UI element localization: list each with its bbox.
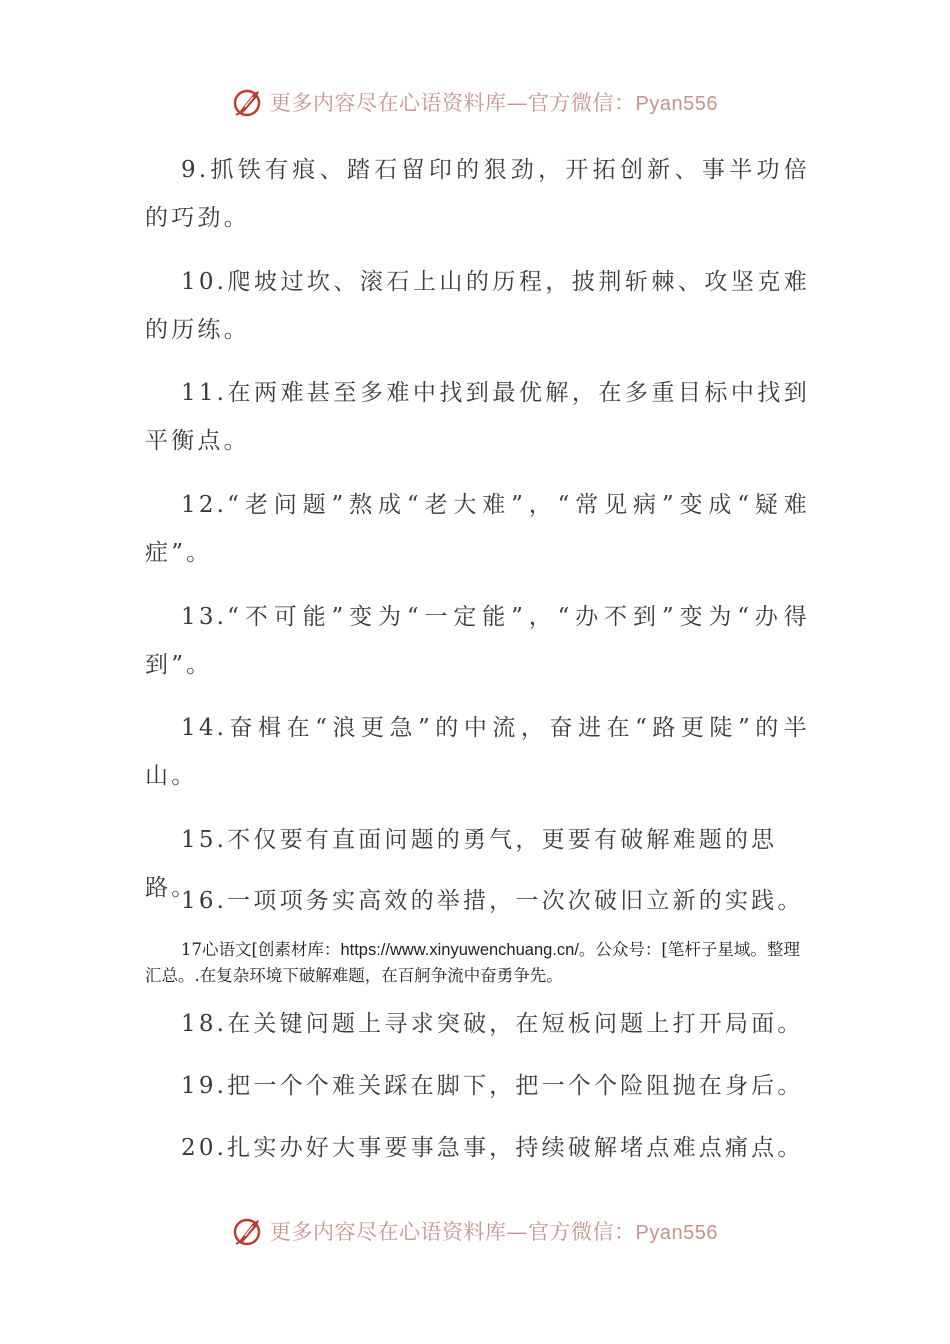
list-item-15: 15.不仅要有直面问题的勇气，更要有破解难题的思路。 (145, 827, 778, 901)
list-item-9: 9.抓铁有痕、踏石留印的狠劲，开拓创新、事半功倍的巧劲。 (145, 157, 810, 231)
pen-nib-circle-icon (232, 1214, 266, 1248)
pen-nib-circle-icon (232, 85, 266, 119)
footer-banner (0, 1211, 950, 1251)
list-item-14: 14.奋楫在“浪更急”的中流，奋进在“路更陡”的半山。 (145, 715, 810, 789)
list-item-12: 12.“老问题”熬成“老大难”，“常见病”变成“疑难症”。 (145, 492, 810, 566)
list-item-17-note: 17心语文[创素材库：https://www.xinyuwenchuang.cn/。公众号：[笔杆子星域。整理汇总。.在复杂环境下破解难题，在百舸争流中奋勇争先。 (145, 940, 800, 985)
footer-wechat-id: Pyan556 (635, 1222, 718, 1244)
list-item-18: 18.在关键问题上寻求突破，在短板问题上打开局面。 (181, 1011, 804, 1037)
list-item-10: 10.爬坡过坎、滚石上山的历程，披荆斩棘、攻坚克难的历练。 (145, 269, 810, 343)
header-text: 更多内容尽在心语资料库—官方微信：Pyan556 (270, 91, 718, 115)
header-wechat-id: Pyan556 (635, 93, 718, 115)
list-item-16: 16.一项项务实高效的举措，一次次破旧立新的实践。 (181, 888, 804, 914)
source-url: https://www.xinyuwenchuang.cn/ (340, 941, 579, 959)
header-banner (0, 82, 950, 122)
list-item-19: 19.把一个个难关踩在脚下，把一个个险阻抛在身后。 (181, 1073, 804, 1099)
footer-text: 更多内容尽在心语资料库—官方微信：Pyan556 (270, 1220, 718, 1244)
list-item-11: 11.在两难甚至多难中找到最优解，在多重目标中找到平衡点。 (145, 380, 810, 454)
list-item-20: 20.扎实办好大事要事急事，持续破解堵点难点痛点。 (181, 1135, 804, 1161)
list-item-13: 13.“不可能”变为“一定能”，“办不到”变为“办得到”。 (145, 604, 810, 678)
